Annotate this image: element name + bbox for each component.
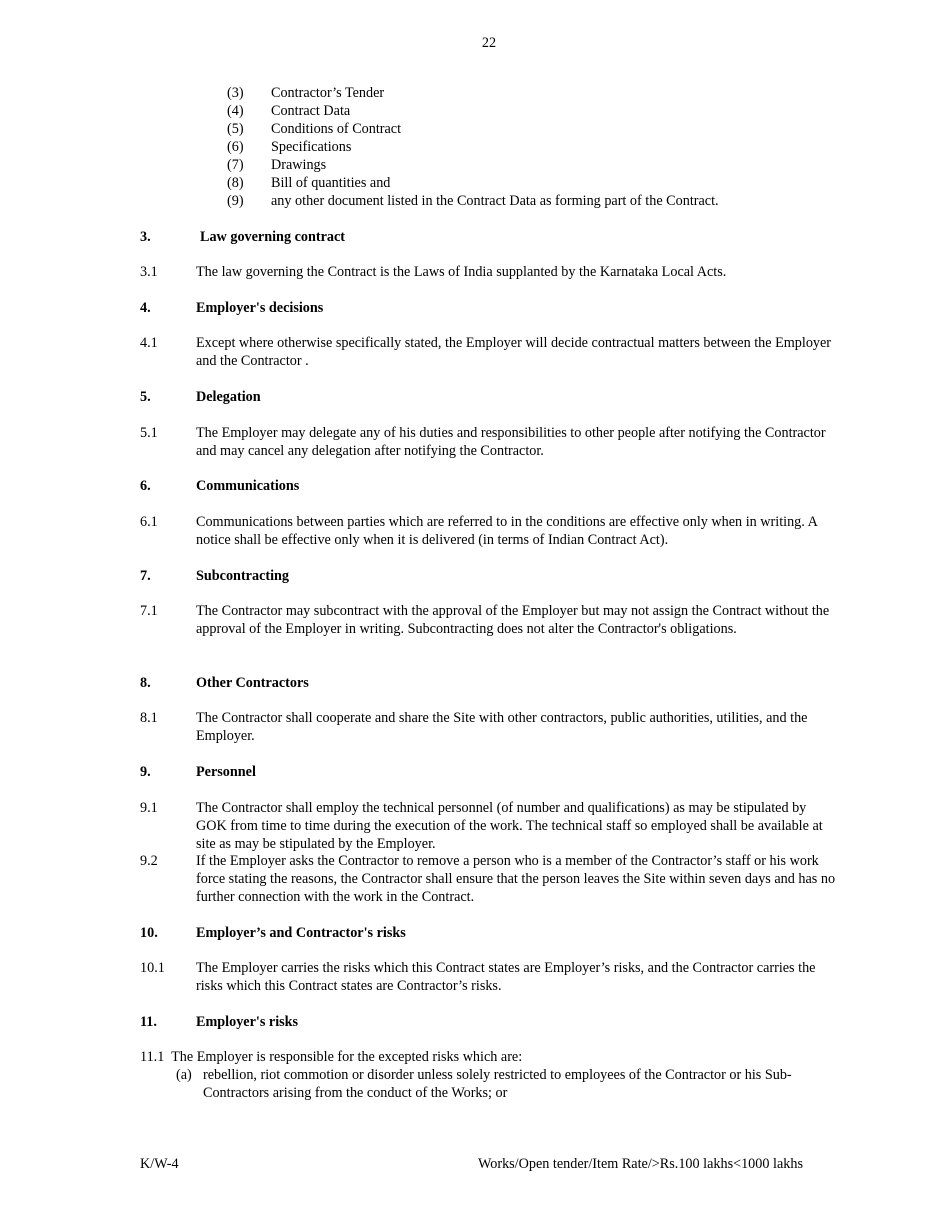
- section-10-number: 10.: [140, 925, 158, 941]
- section-11-title: Employer's risks: [196, 1014, 299, 1030]
- clause-6-1-text: Communications between parties which are referred to in the conditions are effective only when in writing. A notice shall be effective only when it is delivered (in terms of Indian Contract Act).: [196, 514, 818, 548]
- clause-9-2-number: 9.2: [140, 853, 158, 869]
- section-8-title: Other Contractors: [196, 675, 309, 691]
- clause-3-1-text: The law governing the Contract is the Laws of India supplanted by the Karnataka Local Acts.: [196, 264, 727, 280]
- list-item-number: (5): [227, 121, 244, 137]
- section-11-number: 11.: [140, 1014, 157, 1030]
- list-item-number: (4): [227, 103, 244, 119]
- section-6-title: Communications: [196, 478, 300, 494]
- clause-9-2-text: If the Employer asks the Contractor to remove a person who is a member of the Contractor’s staff or his work force stating the reasons, the Contractor shall ensure that the person leaves the Site within seven days and has no further connection with the work in the Contract.: [196, 853, 836, 905]
- list-item-number: (3): [227, 85, 244, 101]
- list-item-text: any other document listed in the Contract Data as forming part of the Contract.: [271, 193, 719, 209]
- clause-7-1-number: 7.1: [140, 603, 158, 619]
- section-5-title: Delegation: [196, 389, 261, 405]
- section-9-title: Personnel: [196, 764, 256, 780]
- list-item-number: (7): [227, 157, 244, 173]
- clause-4-1-number: 4.1: [140, 335, 158, 351]
- clause-9-1-text: The Contractor shall employ the technical personnel (of number and qualifications) as may be stipulated by GOK from time to time during the execution of the work. The technical staff so employed shall be available at site as may be stipulated by the Employer.: [196, 800, 823, 852]
- clause-11-1-intro: 11.1 The Employer is responsible for the excepted risks which are:: [140, 1049, 523, 1065]
- list-item-text: Contract Data: [271, 103, 351, 119]
- clause-9-1-number: 9.1: [140, 800, 158, 816]
- page-number: 22: [481, 35, 497, 51]
- section-4-number: 4.: [140, 300, 151, 316]
- section-4-title: Employer's decisions: [196, 300, 324, 316]
- clause-5-1-number: 5.1: [140, 425, 158, 441]
- clause-10-1-number: 10.1: [140, 960, 165, 976]
- list-item-text: Conditions of Contract: [271, 121, 402, 137]
- section-5-number: 5.: [140, 389, 151, 405]
- clause-11-1-a-number: (a): [176, 1067, 192, 1083]
- section-7-title: Subcontracting: [196, 568, 290, 584]
- clause-3-1-number: 3.1: [140, 264, 158, 280]
- list-item-text: Bill of quantities and: [271, 175, 391, 191]
- clause-8-1-text: The Contractor shall cooperate and share the Site with other contractors, public authorities, utilities, and the Employer.: [196, 710, 808, 744]
- section-3-title: Law governing contract: [200, 229, 346, 245]
- clause-7-1-text: The Contractor may subcontract with the approval of the Employer but may not assign the Contract without the approval of the Employer in writing. Subcontracting does not alter the Contractor's obligations.: [196, 603, 830, 637]
- clause-4-1-text: Except where otherwise specifically stated, the Employer will decide contractual matters between the Employer and the Contractor .: [196, 335, 832, 369]
- section-3-number: 3.: [140, 229, 151, 245]
- clause-6-1-number: 6.1: [140, 514, 158, 530]
- clause-8-1-number: 8.1: [140, 710, 158, 726]
- footer-right: Works/Open tender/Item Rate/>Rs.100 lakhs<1000 lakhs: [478, 1156, 803, 1172]
- section-6-number: 6.: [140, 478, 151, 494]
- list-item-number: (9): [227, 193, 244, 209]
- list-item-text: Contractor’s Tender: [271, 85, 385, 101]
- list-item-text: Drawings: [271, 157, 327, 173]
- section-8-number: 8.: [140, 675, 151, 691]
- clause-11-1-a-text: rebellion, riot commotion or disorder unless solely restricted to employees of the Contractor or his Sub-Contractors arising from the conduct of the Works; or: [203, 1067, 792, 1101]
- clause-5-1-text: The Employer may delegate any of his duties and responsibilities to other people after notifying the Contractor and may cancel any delegation after notifying the Contractor.: [196, 425, 826, 459]
- clause-10-1-text: The Employer carries the risks which this Contract states are Employer’s risks, and the Contractor carries the risks which this Contract states are Contractor’s risks.: [196, 960, 816, 994]
- footer-left: K/W-4: [140, 1156, 179, 1172]
- section-7-number: 7.: [140, 568, 151, 584]
- list-item-text: Specifications: [271, 139, 352, 155]
- section-10-title: Employer’s and Contractor's risks: [196, 925, 406, 941]
- list-item-number: (8): [227, 175, 244, 191]
- list-item-number: (6): [227, 139, 244, 155]
- section-9-number: 9.: [140, 764, 151, 780]
